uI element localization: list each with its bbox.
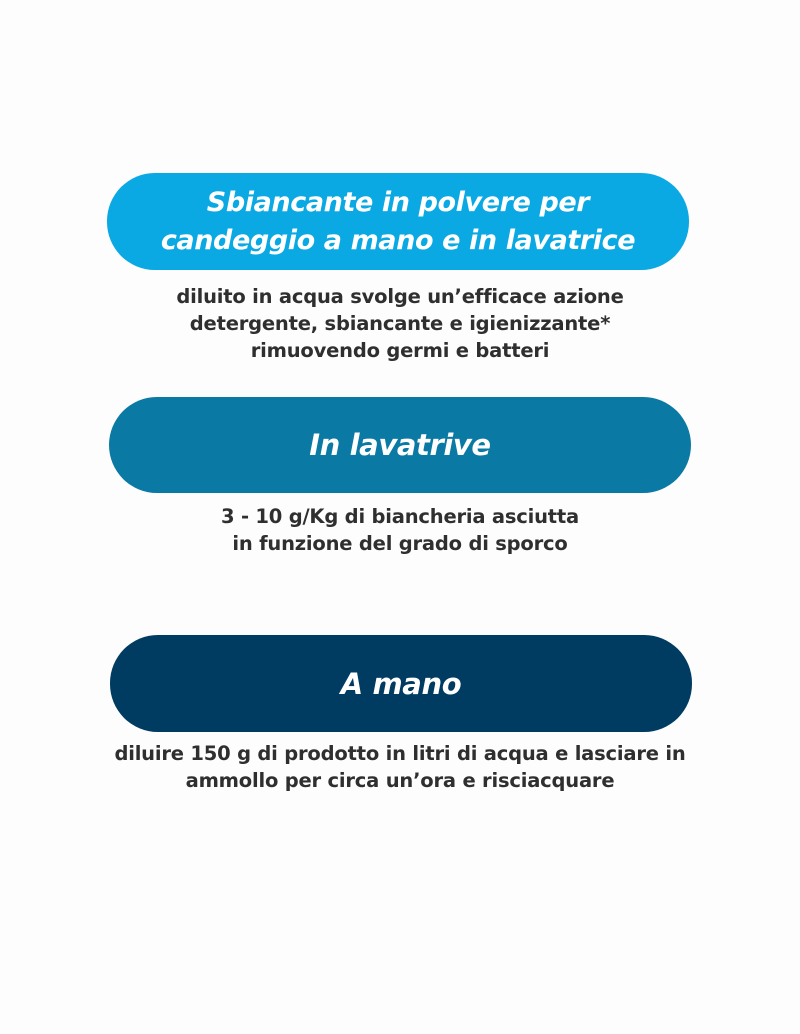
- title-line: Sbiancante in polvere per: [206, 186, 590, 218]
- section-description-by-hand: [0, 740, 800, 794]
- section-title-banner-powder-bleach: [107, 173, 689, 270]
- description-line: diluito in acqua svolge un’efficace azione: [176, 285, 624, 308]
- title-line: candeggio a mano e in lavatrice: [160, 224, 636, 256]
- section-title-banner-washing-machine: [109, 397, 691, 493]
- section-title-banner-by-hand: [110, 635, 692, 732]
- description-line: ammollo per circa un’ora e risciacquare: [185, 769, 615, 792]
- description-line: in funzione del grado di sporco: [232, 532, 568, 555]
- section-description-washing-machine: [0, 503, 800, 557]
- title-line: A mano: [340, 666, 462, 701]
- section-description-powder-bleach: [0, 283, 800, 364]
- description-line: diluire 150 g di prodotto in litri di acqua e lasciare in: [114, 742, 686, 765]
- description-line: 3 - 10 g/Kg di biancheria asciutta: [220, 505, 580, 528]
- description-line: rimuovendo germi e batteri: [250, 339, 550, 362]
- description-line: detergente, sbiancante e igienizzante*: [189, 312, 611, 335]
- title-line: In lavatrive: [309, 428, 491, 462]
